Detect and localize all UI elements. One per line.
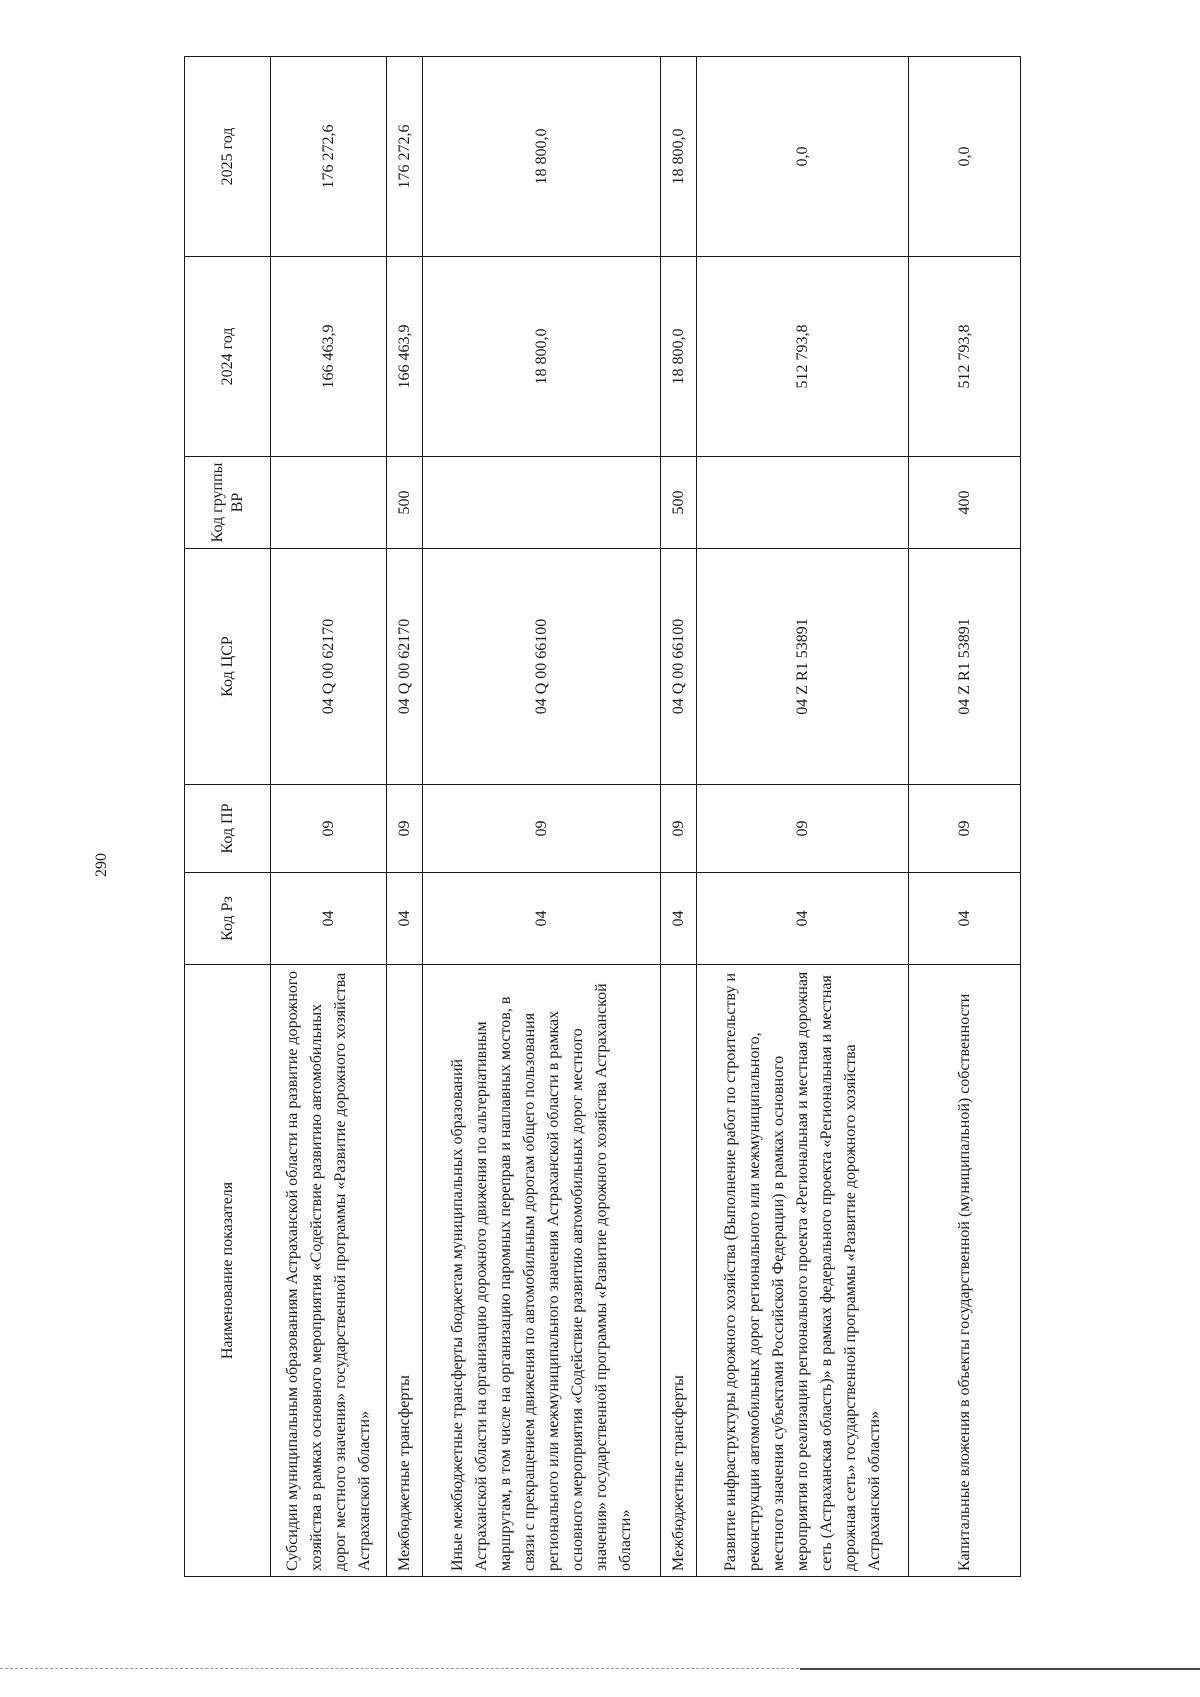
row-name: Иные межбюджетные трансферты бюджетам муниципальных образований Астраханской области на организацию дорожного движения по альтернативным маршрутам, в том числе на организацию паромных переправ и наплавных мостов, в связи с прекращением движения по автомобильным дорогам общего пользования регионального или межмуниципального значения Астраханской области в рамках основного мероприятия «Содействие развитию автомобильных дорог местного значения» государственной программы «Развитие дорожного хозяйства Астраханской области»: [423, 965, 661, 1577]
row-rz: 04: [909, 873, 1021, 965]
table-header-row: [185, 57, 271, 1577]
row-2024: 166 463,9: [271, 257, 387, 457]
row-2025: 18 800,0: [423, 57, 661, 257]
row-pr: 09: [909, 785, 1021, 873]
row-rz: 04: [661, 873, 697, 965]
row-rz: 04: [271, 873, 387, 965]
table-row: [661, 57, 697, 1577]
table-row: [909, 57, 1021, 1577]
row-pr: 09: [423, 785, 661, 873]
table-row: [423, 57, 661, 1577]
row-csr: 04 Q 00 62170: [387, 549, 423, 785]
row-csr: 04 Z R1 53891: [909, 549, 1021, 785]
row-2025: 176 272,6: [271, 57, 387, 257]
row-2024: 166 463,9: [387, 257, 423, 457]
row-name: Межбюджетные трансферты: [387, 965, 423, 1577]
row-name: Субсидии муниципальным образованиям Астраханской области на развитие дорожного хозяйства в рамках основного мероприятия «Содействие развитию автомобильных дорог местного значения» государственной программы «Развитие дорожного хозяйства Астраханской области»: [271, 965, 387, 1577]
row-csr: 04 Z R1 53891: [697, 549, 909, 785]
row-vr: 500: [387, 457, 423, 549]
row-2025: 0,0: [909, 57, 1021, 257]
row-vr: [697, 457, 909, 549]
header-csr: Код ЦСР: [185, 549, 271, 785]
row-name: Межбюджетные трансферты: [661, 965, 697, 1577]
row-pr: 09: [387, 785, 423, 873]
row-rz: 04: [387, 873, 423, 965]
row-name: Развитие инфраструктуры дорожного хозяйства (Выполнение работ по строительству и реконструкции автомобильных дорог регионального или межмуниципального, местного значения субъектами Российской Федерации) в рамках основного мероприятия по реализации регионального проекта «Региональная и местная дорожная сеть (Астраханская область)» в рамках федерального проекта «Региональная и местная дорожная сеть» государственной программы «Развитие дорожного хозяйства Астраханской области»: [697, 965, 909, 1577]
row-pr: 09: [271, 785, 387, 873]
row-vr: [423, 457, 661, 549]
row-vr: 400: [909, 457, 1021, 549]
row-csr: 04 Q 00 66100: [423, 549, 661, 785]
table-row: [697, 57, 909, 1577]
row-vr: 500: [661, 457, 697, 549]
row-vr: [271, 457, 387, 549]
rotated-table-container: [184, 57, 1020, 1577]
budget-table: [184, 56, 1021, 1577]
row-pr: 09: [661, 785, 697, 873]
row-2024: 512 793,8: [697, 257, 909, 457]
row-rz: 04: [697, 873, 909, 965]
table-row: [271, 57, 387, 1577]
scan-edge-solid-line: [800, 1668, 1200, 1670]
row-csr: 04 Q 00 66100: [661, 549, 697, 785]
header-pr: Код ПР: [185, 785, 271, 873]
header-2025: 2025 год: [185, 57, 271, 257]
row-name: Капитальные вложения в объекты государственной (муниципальной) собственности: [909, 965, 1021, 1577]
page-number: 290: [93, 853, 110, 877]
row-2024: 18 800,0: [661, 257, 697, 457]
row-rz: 04: [423, 873, 661, 965]
header-rz: Код Рз: [185, 873, 271, 965]
row-pr: 09: [697, 785, 909, 873]
row-2025: 176 272,6: [387, 57, 423, 257]
header-vr: Код группы ВР: [185, 457, 271, 549]
row-2025: 0,0: [697, 57, 909, 257]
row-2024: 512 793,8: [909, 257, 1021, 457]
header-2024: 2024 год: [185, 257, 271, 457]
row-2025: 18 800,0: [661, 57, 697, 257]
row-2024: 18 800,0: [423, 257, 661, 457]
header-name: Наименование показателя: [185, 965, 271, 1577]
table-row: [387, 57, 423, 1577]
row-csr: 04 Q 00 62170: [271, 549, 387, 785]
